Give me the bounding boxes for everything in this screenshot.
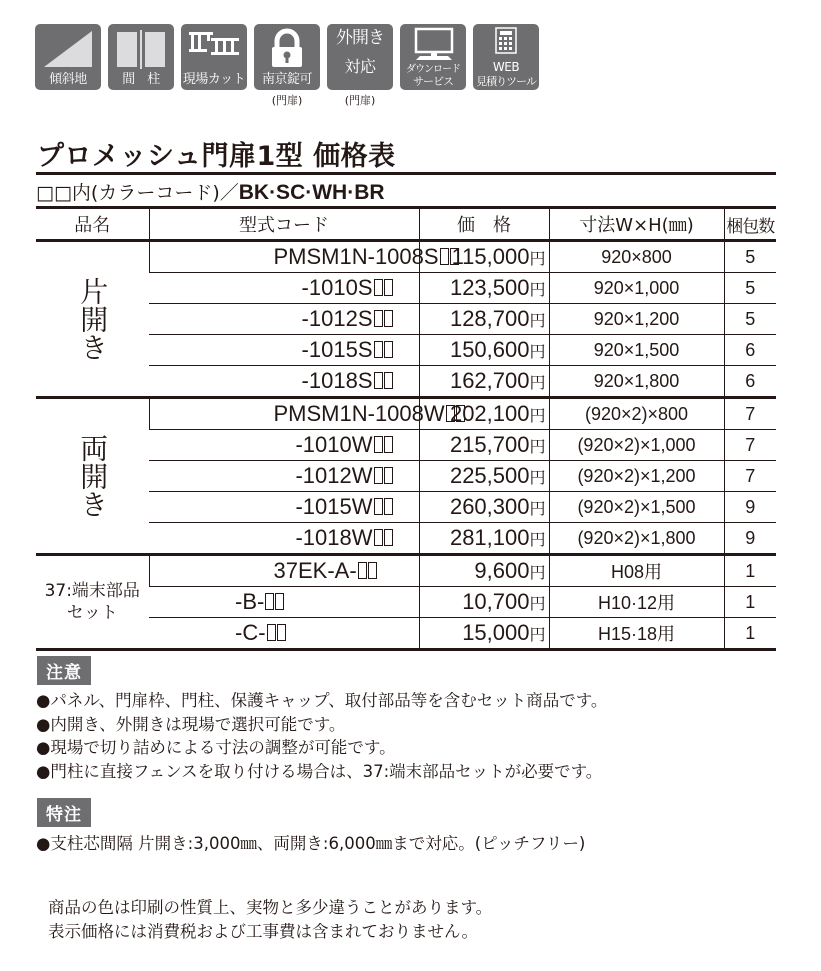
feature-nanking-lock: 南京錠可 (門扉)	[254, 24, 320, 106]
table-row	[36, 241, 776, 273]
dimensions: (920×2)×1,800	[549, 523, 724, 555]
dimensions: H15·18用	[549, 618, 724, 650]
price-table	[36, 206, 776, 651]
model-code: -B-	[149, 587, 419, 618]
title-divider	[36, 172, 776, 175]
package-qty: 7	[724, 398, 776, 430]
package-qty: 6	[724, 335, 776, 366]
category-single-swing: 片開き	[76, 277, 110, 361]
dimensions: 920×1,500	[549, 335, 724, 366]
price: 150,600円	[419, 335, 549, 366]
feature-download	[400, 24, 466, 106]
icon-label: 対応	[344, 57, 376, 76]
table-row	[36, 555, 776, 587]
disclaimer-line: 商品の色は印刷の性質上、実物と多少違うことがあります。	[48, 898, 493, 917]
special-order-item: ●支柱芯間隔 片開き:3,000㎜、両開き:6,000㎜まで対応。(ピッチフリー)	[36, 834, 586, 853]
caution-tag: 注意	[37, 656, 91, 685]
dimensions: 920×1,800	[549, 366, 724, 398]
feature-outward-open: 外開き 対応 (門扉)	[327, 24, 393, 106]
header-qty: 梱包数	[724, 208, 776, 241]
table-row	[36, 398, 776, 430]
feature-post-spacing	[108, 24, 174, 106]
category-double-swing: 両開き	[76, 434, 110, 518]
dimensions: H10·12用	[549, 587, 724, 618]
model-code: -C-	[149, 618, 419, 650]
icon-label: 現場カット	[182, 72, 246, 87]
price: 215,700円	[419, 430, 549, 461]
model-code: -1018S	[149, 366, 419, 398]
color-code-line	[36, 178, 385, 205]
price: 260,300円	[419, 492, 549, 523]
dimensions: 920×1,000	[549, 273, 724, 304]
price: 15,000円	[419, 618, 549, 650]
header-code: 型式コード	[149, 208, 419, 241]
icon-label: 南京錠可	[261, 72, 312, 87]
special-order-tag: 特注	[37, 798, 91, 827]
dimensions: (920×2)×800	[549, 398, 724, 430]
caution-list	[36, 689, 607, 783]
icon-label-line1: WEB	[492, 60, 520, 74]
package-qty: 7	[724, 430, 776, 461]
disclaimer	[48, 896, 492, 943]
package-qty: 1	[724, 618, 776, 650]
feature-onsite-cut	[181, 24, 247, 106]
disclaimer-line: 表示価格には消費税および工事費は含まれておりません。	[48, 921, 478, 941]
group-end-parts-set	[36, 555, 776, 650]
model-code: -1015W	[149, 492, 419, 523]
package-qty: 1	[724, 555, 776, 587]
model-code: -1018W	[149, 523, 419, 555]
icon-label-top: 外開き	[336, 28, 384, 48]
price: 123,500円	[419, 273, 549, 304]
model-code: PMSM1N-1008S	[149, 241, 419, 273]
feature-icons	[35, 24, 539, 106]
price: 162,700円	[419, 366, 549, 398]
caution-item: ●パネル、門扉枠、門柱、保護キャップ、取付部品等を含むセット商品です。	[36, 691, 608, 710]
package-qty: 9	[724, 523, 776, 555]
dimensions: (920×2)×1,200	[549, 461, 724, 492]
package-qty: 5	[724, 304, 776, 335]
special-order-list	[36, 832, 585, 856]
model-code: 37EK-A-	[149, 555, 419, 587]
dimensions: (920×2)×1,000	[549, 430, 724, 461]
table-header-row	[36, 208, 776, 241]
package-qty: 1	[724, 587, 776, 618]
price: 9,600円	[419, 555, 549, 587]
model-code: -1010S	[149, 273, 419, 304]
caution-item: ●現場で切り詰めによる寸法の調整が可能です。	[36, 738, 396, 757]
model-code: -1012W	[149, 461, 419, 492]
package-qty: 5	[724, 273, 776, 304]
dimensions: 920×800	[549, 241, 724, 273]
price: 10,700円	[419, 587, 549, 618]
group-double-swing	[36, 398, 776, 555]
caution-item: ●内開き、外開きは現場で選択可能です。	[36, 714, 346, 734]
dimensions: 920×1,200	[549, 304, 724, 335]
model-code: PMSM1N-1008W	[149, 398, 419, 430]
icon-label-line2: サービス	[413, 75, 453, 88]
header-name: 品名	[36, 208, 149, 241]
dimensions: (920×2)×1,500	[549, 492, 724, 523]
feature-slope	[35, 24, 101, 106]
package-qty: 6	[724, 366, 776, 398]
price: 225,500円	[419, 461, 549, 492]
dimensions: H08用	[549, 555, 724, 587]
caution-item: ●門柱に直接フェンスを取り付ける場合は、37:端末部品セットが必要です。	[36, 761, 603, 781]
icon-label-line1: ダウンロード	[406, 64, 460, 75]
package-qty: 7	[724, 461, 776, 492]
icon-label: 間 柱	[122, 72, 160, 87]
icon-label: 傾斜地	[49, 72, 87, 87]
group-single-swing	[36, 241, 776, 398]
header-size: 寸法W×H(㎜)	[549, 208, 724, 241]
model-code: -1010W	[149, 430, 419, 461]
color-codes: BK·SC·WH·BR	[238, 181, 385, 204]
model-code: -1012S	[149, 304, 419, 335]
price: 281,100円	[419, 523, 549, 555]
category-end-parts-set: 37:端末部品 セット	[44, 581, 140, 623]
package-qty: 9	[724, 492, 776, 523]
model-code: -1015S	[149, 335, 419, 366]
header-price: 価 格	[419, 208, 549, 241]
price: 115,000円	[419, 241, 549, 273]
page-title: プロメッシュ門扉1型 価格表	[37, 141, 396, 172]
color-code-prefix: □□内(カラーコード)／	[36, 182, 239, 204]
package-qty: 5	[724, 241, 776, 273]
feature-web-estimate	[473, 24, 539, 106]
price: 202,100円	[419, 398, 549, 430]
price: 128,700円	[419, 304, 549, 335]
icon-label-line2: 見積りツール	[476, 75, 536, 88]
